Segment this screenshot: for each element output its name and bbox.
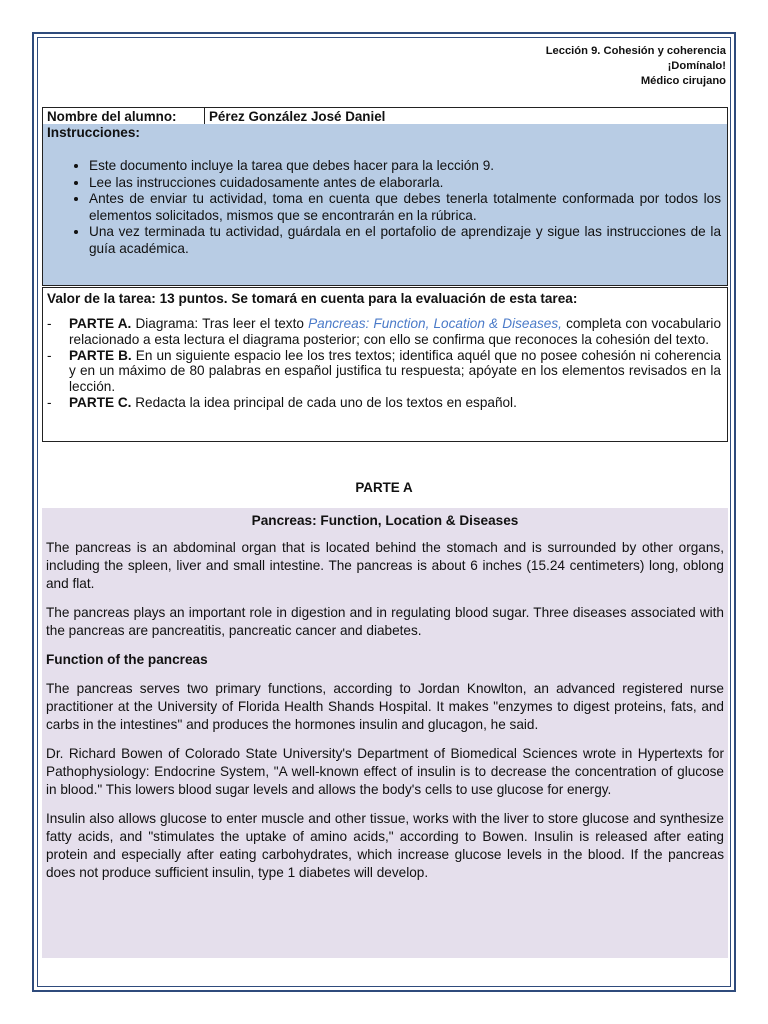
student-name-table: [42, 107, 728, 125]
student-name-label: Nombre del alumno:: [43, 108, 205, 125]
task-part-b: [47, 348, 721, 395]
dash-bullet: -: [47, 394, 52, 410]
reading-paragraph: The pancreas plays an important role in digestion and in regulating blood sugar. Three diseases associated with the pancreas are pancreatitis, pancreatic cancer and diabetes.: [46, 605, 724, 638]
instruction-item: • Lee las instrucciones cuidadosamente antes de elaborarla.: [89, 175, 721, 192]
instructions-title: Instrucciones:: [47, 125, 140, 140]
instruction-item: • Antes de enviar tu actividad, toma en cuenta que debes tenerla totalmente conformada por todos los elementos solicitados, mismos que se encontrarán en la rúbrica.: [89, 191, 721, 224]
student-name-value: Pérez González José Daniel: [205, 108, 728, 125]
instructions-list: [51, 158, 721, 258]
task-parts: [47, 316, 721, 411]
part-c-text: Redacta la idea principal de cada uno de los textos en español.: [131, 394, 517, 410]
task-value-box: [42, 287, 728, 442]
task-value-title: Valor de la tarea: 13 puntos. Se tomará en cuenta para la evaluación de esta tarea:: [47, 291, 578, 306]
instructions-box: [42, 124, 728, 286]
reading-paragraph: Insulin also allows glucose to enter muscle and other tissue, works with the liver to store glucose and synthesize fatty acids, and "stimulates the uptake of amino acids," according to Bowen. Insulin is released after eating protein and especially after eating carbohydrates, which increase glucose levels in the blood. If the pancreas does not produce sufficient insulin, type 1 diabetes will develop.: [46, 811, 724, 880]
reading-paragraph: The pancreas is an abdominal organ that is located behind the stomach and is surrounded by other organs, including the spleen, liver and small intestine. The pancreas is about 6 inches (15.24 centimeters) long, oblong and flat.: [46, 540, 724, 591]
reading-subheading: Function of the pancreas: [46, 652, 208, 667]
reading-box: [42, 508, 728, 958]
lesson-header: [546, 44, 726, 89]
part-c-label: PARTE C.: [69, 394, 132, 410]
instruction-item: • Una vez terminada tu actividad, guárdala en el portafolio de aprendizaje y sigue las instrucciones de la guía académica.: [89, 224, 721, 257]
lesson-title: Lección 9. Cohesión y coherencia: [545, 45, 726, 57]
career-name: Médico cirujano: [640, 75, 726, 87]
task-part-a: [47, 316, 721, 348]
reading-paragraph: The pancreas serves two primary functions, according to Jordan Knowlton, an advanced registered nurse practitioner at the University of Florida Health Shands Hospital. It makes "enzymes to digest proteins, fats, and carbs in the intestines" and produces the hormones insulin and glucagon, he said.: [46, 681, 724, 732]
section-heading: PARTE A: [355, 480, 413, 495]
part-b-label: PARTE B.: [69, 347, 132, 363]
part-a-text-end: completa con vocabulario relacionado a esta lectura el diagrama posterior; con ello se confirma que reconoces la cohesión del texto.: [69, 316, 721, 347]
reading-link[interactable]: Pancreas: Function, Location & Diseases,: [308, 316, 562, 331]
part-a-text: Diagrama: Tras leer el texto: [131, 316, 309, 331]
reading-paragraph: Dr. Richard Bowen of Colorado State University's Department of Biomedical Sciences wrote in Hypertexts for Pathophysiology: Endocrine System, "A well-known effect of insulin is to decrease the concentration of glucose in blood." This lowers blood sugar levels and allows the body's cells to use glucose for energy.: [46, 746, 724, 797]
lesson-subtitle: ¡Domínalo!: [667, 60, 726, 72]
dash-bullet: -: [47, 316, 52, 331]
part-b-text: En un siguiente espacio lee los tres textos; identifica aquél que no posee cohesión ni coherencia y en un máximo de 80 palabras en español justifica tu respuesta; apóyate en los elementos revisados en la lección.: [69, 347, 722, 395]
dash-bullet: -: [47, 347, 52, 363]
instruction-item: • Este documento incluye la tarea que debes hacer para la lección 9.: [89, 158, 721, 175]
reading-title: Pancreas: Function, Location & Diseases: [251, 513, 519, 528]
task-part-c: [47, 395, 721, 411]
part-a-label: PARTE A.: [69, 316, 132, 331]
